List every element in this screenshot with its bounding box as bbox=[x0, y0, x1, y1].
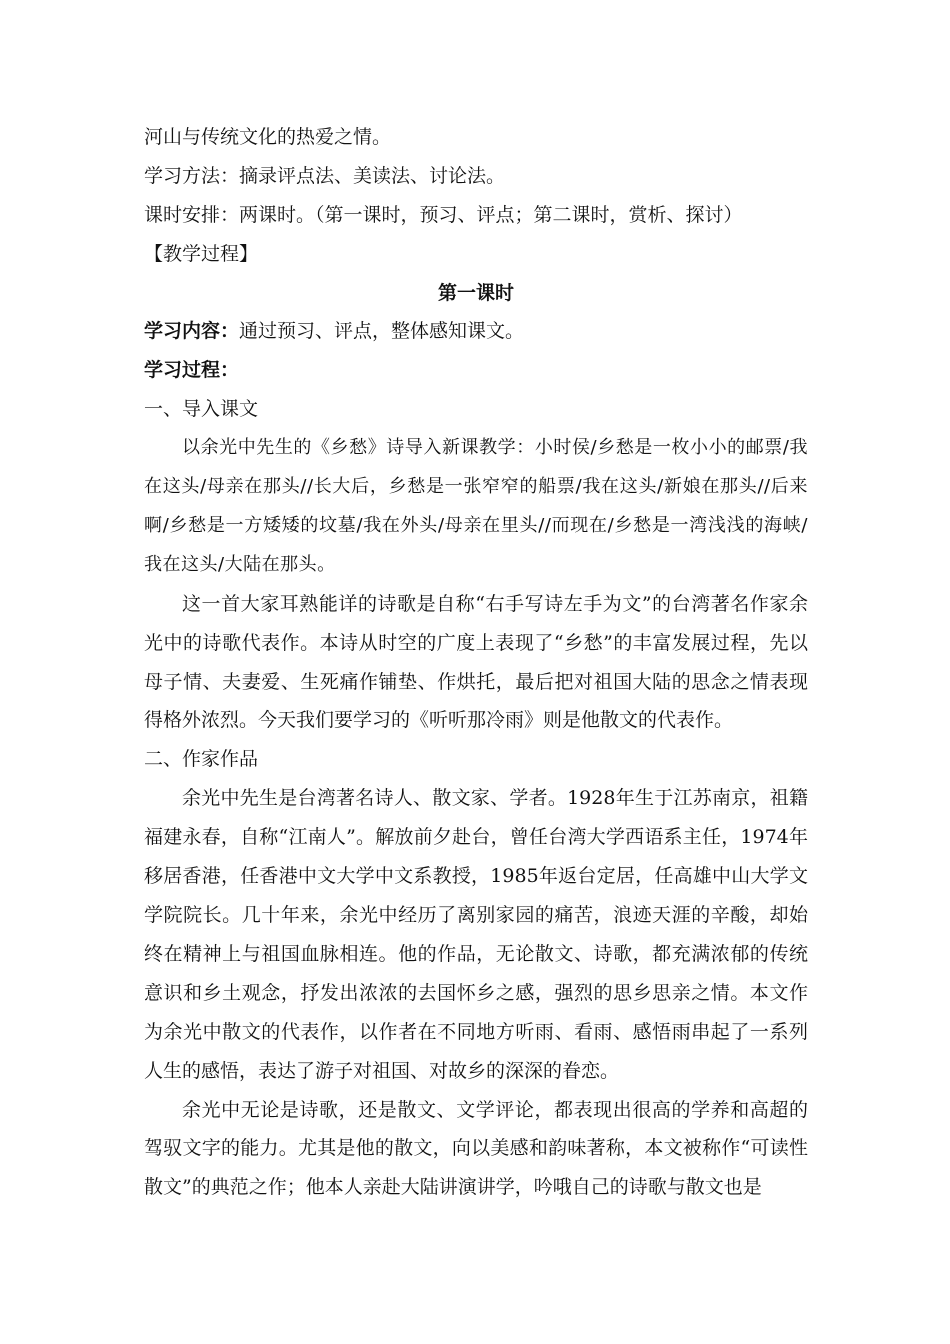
learning-content-label: 学习内容： bbox=[144, 320, 240, 343]
text-line-continuation: 河山与传统文化的热爱之情。 bbox=[144, 126, 392, 148]
section-heading-intro: 一、导入课文 bbox=[144, 398, 259, 421]
intro-paragraph: 这一首大家耳熟能详的诗歌是自称“右手写诗左手为文”的台湾著名作家余光中的诗歌代表作。本诗从时空的广度上表现了“乡愁”的丰富发展过程，先以母子情、夫妻爱、生死痛作铺垫、作烘托，最后把对祖国大陆的思念之情表现得格外浓烈。今天我们要学习的《听听那冷雨》则是他散文的代表作。 bbox=[144, 592, 808, 732]
teaching-process-heading: 【教学过程】 bbox=[144, 242, 259, 265]
learning-process-label: 学习过程： bbox=[144, 359, 240, 382]
section-heading-author: 二、作家作品 bbox=[144, 748, 259, 771]
class-schedule: 课时安排：两课时。（第一课时，预习、评点；第二课时，赏析、探讨） bbox=[144, 203, 743, 226]
learning-content bbox=[144, 312, 808, 351]
document-body bbox=[144, 118, 808, 1207]
lesson-title: 第一课时 bbox=[437, 281, 514, 304]
poem-intro-paragraph: 以余光中先生的《乡愁》诗导入新课教学：小时侯/乡愁是一枚小小的邮票/我在这头/母亲在那头//长大后，乡愁是一张窄窄的船票/我在这头/新娘在那头//后来啊/乡愁是一方矮矮的坟墓/我在外头/母亲在里头//而现在/乡愁是一湾浅浅的海峡/我在这头/大陆在那头。 bbox=[144, 437, 808, 575]
style-paragraph: 余光中无论是诗歌，还是散文、文学评论，都表现出很高的学养和高超的驾驭文字的能力。尤其是他的散文，向以美感和韵味著称，本文被称作“可读性散文”的典范之作；他本人亲赴大陆讲演讲学，吟哦自己的诗歌与散文也是 bbox=[144, 1098, 808, 1199]
author-paragraph: 余光中先生是台湾著名诗人、散文家、学者。1928年生于江苏南京，祖籍福建永春，自称“江南人”。解放前夕赴台，曾任台湾大学西语系主任，1974年移居香港，任香港中文大学中文系教授，1985年返台定居，任高雄中山大学文学院院长。几十年来，余光中经历了离别家园的痛苦，浪迹天涯的辛酸，却始终在精神上与祖国血脉相连。他的作品，无论散文、诗歌，都充满浓郁的传统意识和乡土观念，抒发出浓浓的去国怀乡之感，强烈的思乡思亲之情。本文作为余光中散文的代表作，以作者在不同地方听雨、看雨、感悟雨串起了一系列人生的感悟，表达了游子对祖国、对故乡的深深的眷恋。 bbox=[144, 787, 808, 1082]
learning-content-text: 通过预习、评点，整体感知课文。 bbox=[239, 320, 525, 343]
learning-methods: 学习方法：摘录评点法、美读法、讨论法。 bbox=[144, 164, 506, 187]
